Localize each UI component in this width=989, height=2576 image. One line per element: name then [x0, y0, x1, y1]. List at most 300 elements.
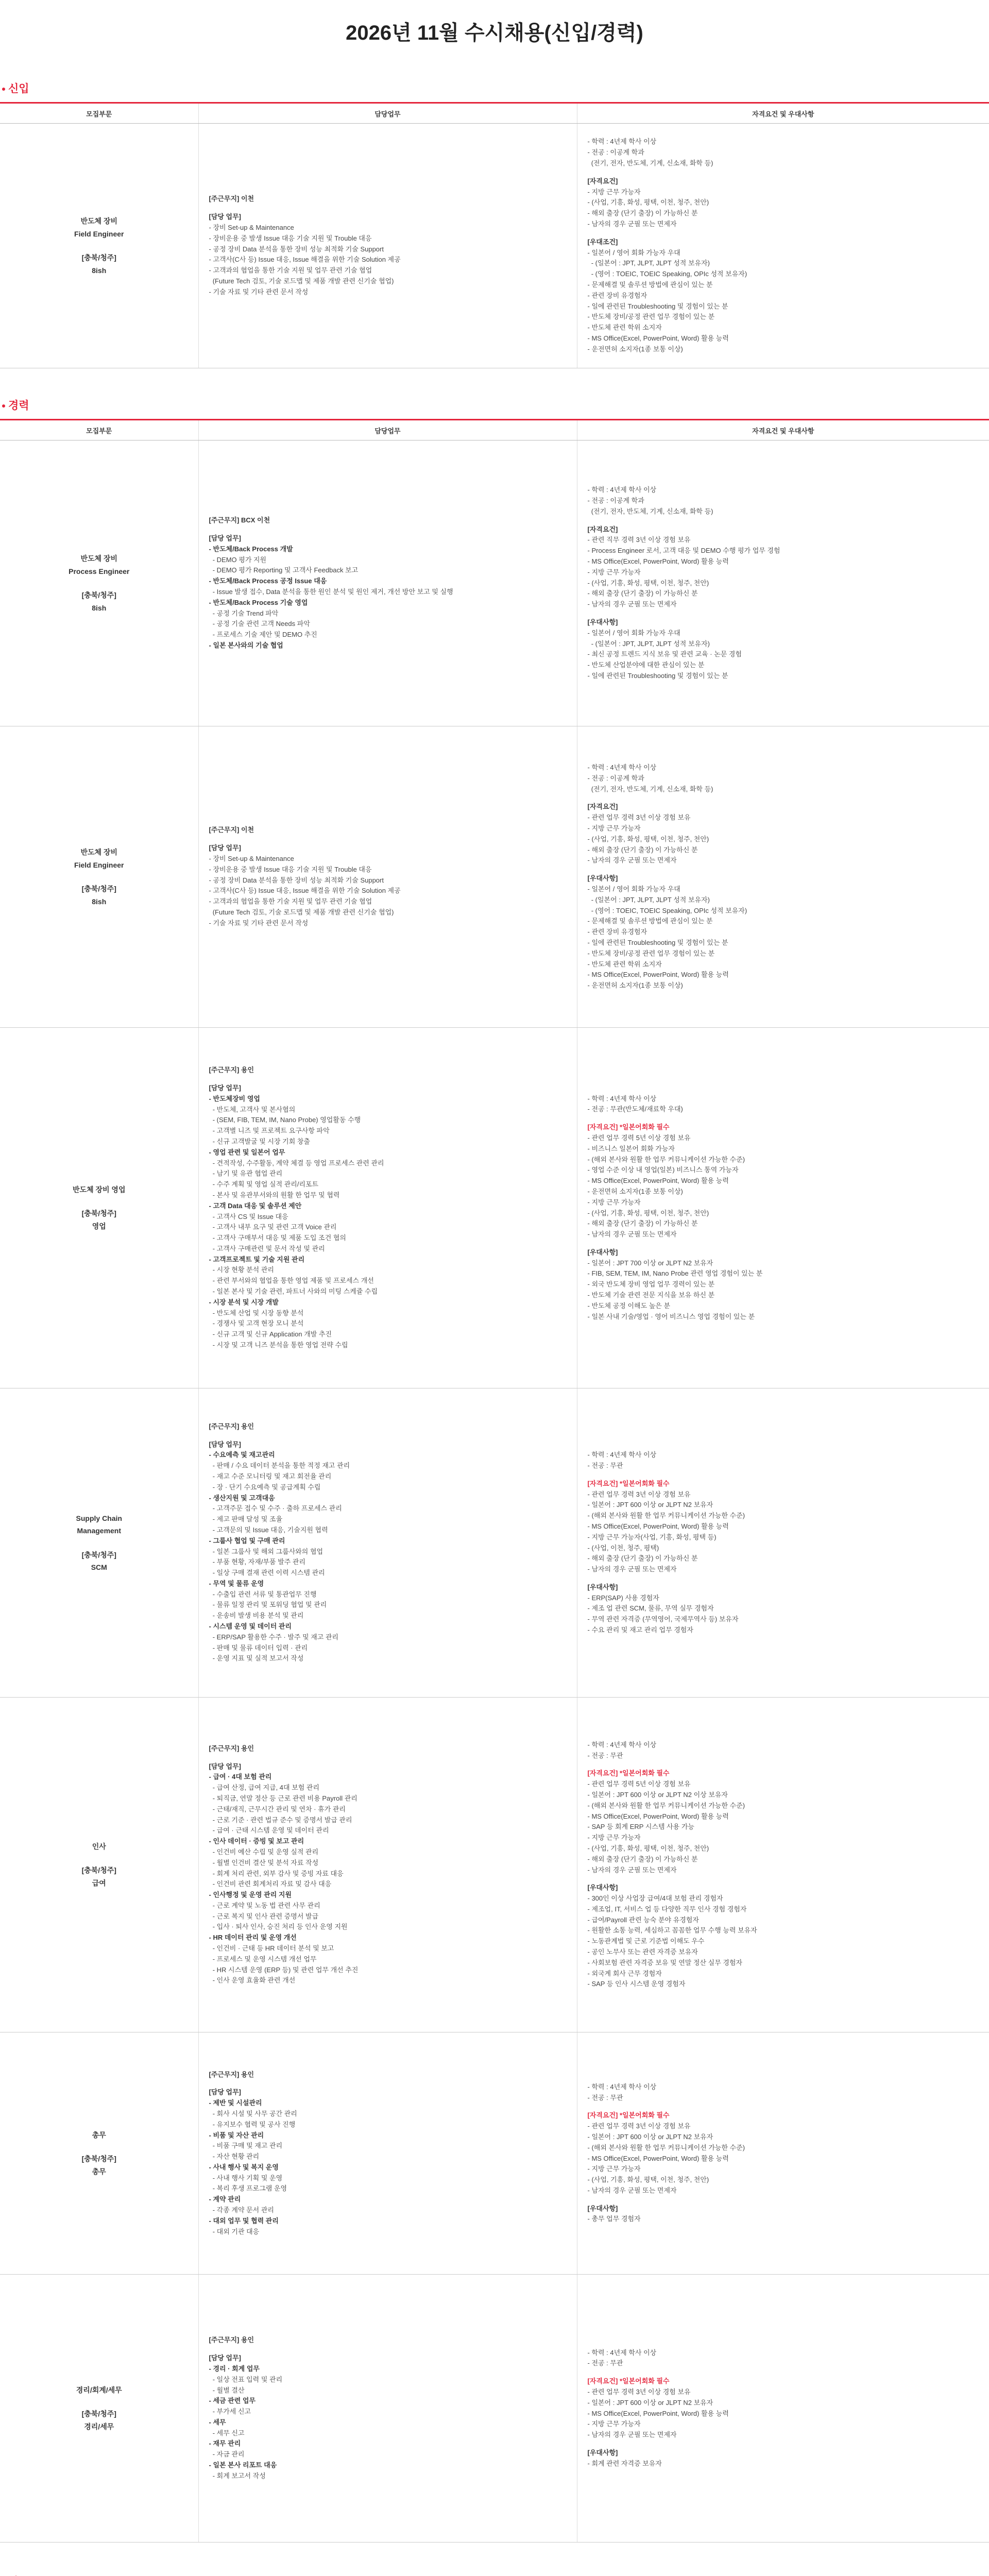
duty-line: - 고객사(C사 등) Issue 대응, Issue 해결을 위한 기술 Solution 제공 [209, 887, 401, 895]
duty-line: - 견적작성, 수주활동, 계약 체결 등 영업 프로세스 관련 관리 [209, 1159, 384, 1167]
duty-line: - 반도체 산업 및 시장 동향 분석 [209, 1309, 304, 1317]
dept-line: 인사 [92, 1842, 106, 1851]
duty-line: - 경리 · 회계 업무 [209, 2364, 260, 2372]
duty-line: - 장비 Set-up & Maintenance [209, 224, 294, 231]
requirement-line: - 남자의 경우 군필 또는 면제자 [587, 856, 677, 865]
duty-line: - 유지보수 협력 및 공사 진행 [209, 2120, 296, 2128]
spacer [588, 1875, 979, 1883]
requirement-line: - 해외 출장 (단기 출장) 이 가능하신 분 [587, 845, 698, 854]
job-row [0, 440, 989, 726]
duty-line: - 복리 후생 프로그램 운영 [209, 2184, 287, 2193]
dept-line [0, 871, 198, 883]
duty-line: - 고객 Data 대응 및 솔루션 제안 [209, 1201, 302, 1210]
dept-line: [충북/청주] [81, 2410, 116, 2418]
requirement-line: [자격요건] [587, 525, 618, 533]
duty-line: - 수출입 관련 서류 및 통관업무 진행 [209, 1590, 317, 1598]
spacer [209, 2080, 567, 2087]
job-dept-cell [0, 1028, 198, 1388]
spacer [588, 517, 979, 524]
duty-line: - 경쟁사 및 고객 현장 모니 분석 [209, 1319, 304, 1328]
duty-line: [주근무지] 용인 [209, 2336, 254, 2344]
requirement-line: - 반도체 공정 이해도 높은 분 [587, 1301, 671, 1310]
header-duty: 담당업무 [198, 103, 577, 124]
duty-line: - 장비운용 중 발생 Issue 대응 기술 지원 및 Trouble 대응 [209, 865, 372, 873]
requirement-line: - 학력 : 4년제 학사 이상 [587, 1094, 657, 1103]
duty-line: - 월별 인건비 결산 및 분석 자료 작성 [209, 1858, 319, 1867]
career-table [0, 419, 989, 2543]
duty-line: [주근무지] 용인 [209, 1422, 254, 1430]
job-duty-cell [198, 726, 577, 1028]
requirement-line: - 지방 근무 가능자 [587, 2420, 641, 2428]
dept-line: 반도체 장비 [80, 217, 117, 225]
requirement-line: - 학력 : 4년제 학사 이상 [587, 764, 657, 772]
duty-line: - 각종 계약 문서 관리 [209, 2206, 274, 2214]
job-row [0, 1698, 989, 2032]
requirement-line: - 남자의 경우 군필 또는 면제자 [587, 1565, 677, 1573]
header-req: 자격요건 및 우대사항 [577, 420, 989, 440]
duty-line: - 자금 관리 [209, 2450, 245, 2459]
requirement-line: - 학력 : 4년제 학사 이상 [587, 138, 657, 146]
requirement-line: - 총무 업무 경험자 [587, 2215, 641, 2223]
dept-line: [충북/청주] [81, 1209, 116, 1218]
duty-line: [담당 업무] [209, 534, 242, 543]
requirement-line: - 일본어 : JPT 600 이상 or JLPT N2 보유자 [587, 2132, 713, 2141]
job-row [0, 1028, 989, 1388]
dept-line: [충북/청주] [81, 1866, 116, 1875]
duty-line: - 관련 부서와의 협업을 통한 영업 제품 및 프로세스 개선 [209, 1277, 374, 1285]
requirement-line: - MS Office(Excel, PowerPoint, Word) 활용 능력 [587, 2409, 729, 2417]
requirement-line: - 반도체 기술 관련 전문 지식을 보유 하신 분 [587, 1291, 715, 1299]
requirement-line: - 외국계 회사 근무 경험자 [587, 1969, 662, 1977]
duty-line: - 고객과의 협업을 통한 기술 지원 및 업무 관련 기술 협업 [209, 897, 372, 906]
duty-line: - 일본 그룹사 및 해외 그룹사와의 협업 [209, 1547, 323, 1555]
duty-line: - 장 · 단기 수요예측 및 공급계획 수립 [209, 1483, 321, 1491]
duty-line: - DEMO 평가 지원 [209, 555, 267, 564]
dept-line: [충북/청주] [81, 2155, 116, 2163]
requirement-line: - 제조업, IT, 서비스 업 등 다양한 직무 인사 경험 경험자 [587, 1905, 747, 1913]
duty-line: - 반도체/Back Process 공정 Issue 대응 [209, 577, 327, 585]
requirement-line: - MS Office(Excel, PowerPoint, Word) 활용 능력 [587, 1812, 729, 1820]
dept-line: 반도체 장비 영업 [73, 1185, 126, 1194]
duty-line: - 공정 장비 Data 분석을 통한 장비 성능 최적화 기술 Support [209, 245, 384, 253]
requirement-line: [우대사항] [587, 2204, 618, 2212]
requirement-line: - 노동관계법 및 근로 기준법 이해도 우수 [587, 1937, 705, 1945]
duty-line: - 장비운용 중 발생 Issue 대응 기술 지원 및 Trouble 대응 [209, 234, 372, 242]
requirement-line: - 남자의 경우 군필 또는 면제자 [587, 220, 677, 228]
duty-line: - 일상 구매 결재 관련 이력 시스템 관리 [209, 1569, 325, 1577]
requirement-line: - (사업, 기흥, 화성, 평택, 이천, 청주, 천안) [587, 2176, 709, 2184]
requirement-line: - 일본어 : JPT 600 이상 or JLPT N2 보유자 [587, 2398, 713, 2406]
requirement-line: - 문제해결 및 솔루션 방법에 관심이 있는 분 [587, 280, 713, 289]
duty-line: - 인건비 예산 수립 및 운영 실적 관리 [209, 1848, 319, 1856]
requirement-line: - (사업, 기흥, 화성, 평택, 이천, 청주, 천안) [587, 835, 709, 843]
duty-line: - 세무 신고 [209, 2429, 245, 2437]
requirement-line: - 반도체 관련 학위 소지자 [587, 324, 662, 332]
duty-line: - 고객주문 접수 및 수주 · 출하 프로세스 관리 [209, 1504, 342, 1513]
duty-line: - 인건비 · 근태 등 HR 데이터 분석 및 보고 [209, 1944, 334, 1953]
duty-line: - 고객과의 협업을 통한 기술 지원 및 업무 관련 기술 협업 [209, 266, 372, 275]
duty-line: - 공정 기술 관련 고객 Needs 파악 [209, 620, 310, 628]
spacer [588, 2196, 979, 2204]
requirement-line: - MS Office(Excel, PowerPoint, Word) 활용 능력 [587, 1177, 729, 1185]
requirement-line: - 학력 : 4년제 학사 이상 [587, 1451, 657, 1459]
duty-line: [주근무지] 이천 [209, 195, 254, 203]
requirement-line: - 운전면허 소지자(1종 보통 이상) [587, 981, 683, 990]
spacer [588, 230, 979, 237]
requirement-line: - 일본어 / 영어 회화 가능자 우대 [587, 885, 680, 893]
duty-line: - 반도체장비 영업 [209, 1094, 260, 1103]
duty-line: - 자산 현황 관리 [209, 2153, 260, 2161]
requirement-line: - 관련 업무 경력 3년 이상 경험 보유 [587, 2122, 691, 2130]
requirement-line: - 관련 업무 경력 3년 이상 경험 보유 [587, 1490, 691, 1498]
duty-line: - 비품 구매 및 재고 관리 [209, 2142, 283, 2150]
requirement-line: - MS Office(Excel, PowerPoint, Word) 활용 능력 [587, 1522, 729, 1530]
requirement-line: - 급여/Payroll 관련 능숙 분야 유경험자 [587, 1916, 699, 1924]
duty-line: [주근무지] 용인 [209, 1066, 254, 1074]
requirement-line: - (영어 : TOEIC, TOEIC Speaking, OPIc 성적 보유자) [587, 906, 747, 914]
job-row [0, 726, 989, 1028]
requirement-line: - Process Engineer 로서, 고객 대응 및 DEMO 수행 평가 업무 경험 [587, 547, 780, 555]
duty-line: - 프로세스 및 운영 시스템 개선 업무 [209, 1955, 317, 1963]
requirement-line: - 관련 업무 경력 5년 이상 경험 보유 [587, 1133, 691, 1142]
job-requirement-cell [577, 1698, 989, 2032]
requirement-line: - 전공 : 무관 [587, 2359, 623, 2367]
requirement-line: [우대사항] [587, 1248, 618, 1256]
requirement-line: - 해외 출장 (단기 출장) 이 가능하신 분 [587, 1855, 698, 1863]
requirement-line: - (사업, 기흥, 화성, 평택, 이천, 청주, 천안) [587, 1844, 709, 1852]
duty-line: - DEMO 평가 Reporting 및 고객사 Feedback 보고 [209, 566, 359, 574]
job-dept-cell [0, 124, 198, 368]
requirement-line: - 수요 관리 및 재고 관리 업무 경험자 [587, 1626, 693, 1634]
spacer [209, 526, 567, 533]
duty-line: [담당 업무] [209, 2354, 242, 2362]
duty-line: - 사내 행사 기획 및 운영 [209, 2174, 283, 2182]
requirement-line: - 관련 장비 유경험자 [587, 291, 647, 299]
requirement-line: - 해외 출장 (단기 출장) 이 가능하신 분 [587, 1554, 698, 1563]
dept-line [0, 1537, 198, 1549]
duty-line: (Future Tech 검토, 기술 로드맵 및 제품 개발 관련 신기술 협업) [209, 277, 394, 285]
requirement-line: - 학력 : 4년제 학사 이상 [587, 2082, 657, 2091]
duty-line: - 고객프로젝트 및 기술 지원 관리 [209, 1255, 305, 1263]
section-heading-benefit [0, 2573, 989, 2576]
dept-line: 급여 [92, 1878, 106, 1887]
duty-line: - 인사 데이터 · 증빙 및 보고 관리 [209, 1837, 304, 1845]
duty-line: - 영업 관련 및 일본어 업무 [209, 1148, 285, 1156]
requirement-line: - 일본어 / 영어 회화 가능자 우대 [587, 248, 680, 257]
requirement-line: (전기, 전자, 반도체, 기계, 신소재, 화학 등) [587, 507, 713, 515]
requirement-line: - 일본어 / 영어 회화 가능자 우대 [587, 629, 680, 637]
duty-line: - 신규 고객발굴 및 시장 기회 창출 [209, 1137, 310, 1145]
job-requirement-cell [577, 124, 989, 368]
requirement-line: - 영업 수준 이상 내 영업(일본) 비즈니스 통역 가능자 [587, 1166, 739, 1174]
duty-line: - 회계 처리 관련, 외부 감사 및 증빙 자료 대응 [209, 1869, 344, 1877]
requirement-line: - 공인 노무사 또는 관련 자격증 보유자 [587, 1948, 698, 1956]
spacer [209, 836, 567, 843]
dept-line: 반도체 장비 [80, 848, 117, 856]
duty-line: - 근로 기준 · 관련 법규 준수 및 증명서 발급 관리 [209, 1816, 352, 1824]
requirement-line: - SAP 등 회계 ERP 시스템 사용 가능 [587, 1823, 694, 1831]
dept-line: 경리/세무 [84, 2422, 114, 2431]
requirement-line: - 문제해결 및 솔루션 방법에 관심이 있는 분 [587, 917, 713, 925]
duty-line: - 재고 수준 모니터링 및 재고 회전율 관리 [209, 1472, 332, 1480]
requirement-line: - 남자의 경우 군필 또는 면제자 [587, 2186, 677, 2194]
requirement-line: - 반도체 장비/공정 관련 업무 경험이 있는 분 [587, 313, 715, 321]
duty-line: - 인사행정 및 운영 관리 지원 [209, 1891, 292, 1899]
job-duty-cell [198, 124, 577, 368]
duty-line: - 회계 보고서 작성 [209, 2471, 266, 2480]
requirement-line: [우대사항] [587, 2448, 618, 2456]
job-duty-cell [198, 1698, 577, 2032]
dept-line: Field Engineer [74, 229, 124, 238]
duty-line: - 프로세스 기술 제안 및 DEMO 추진 [209, 631, 317, 639]
duty-line: - 급여 산정, 급여 지급, 4대 보험 관리 [209, 1784, 320, 1792]
job-requirement-cell [577, 1388, 989, 1698]
duty-line: - 고객사 내부 요구 및 관련 고객 Voice 관리 [209, 1223, 337, 1231]
requirement-line: [자격요건] *일본어회화 필수 [587, 2111, 670, 2120]
duty-line: - 운영 지표 및 실적 보고서 작성 [209, 1654, 304, 1663]
duty-line: - 제고 판매 달성 및 조율 [209, 1515, 283, 1523]
requirement-line: - 사회보험 관련 자격증 보유 및 연말 정산 실무 경험자 [587, 1958, 743, 1967]
bullet-dot-icon [2, 88, 5, 91]
duty-line: - 기술 자료 및 기타 관련 문서 작성 [209, 919, 309, 927]
header-duty: 담당업무 [198, 420, 577, 440]
duty-line: - 시장 및 고객 니즈 분석을 통한 영업 전략 수립 [209, 1341, 348, 1349]
requirement-line: - 관련 직무 경력 3년 이상 경험 보유 [587, 536, 691, 544]
requirement-line: - 지방 근무 가능자(사업, 기흥, 화성, 평택 등) [587, 1533, 717, 1541]
duty-line: - 시장 현황 분석 관리 [209, 1266, 274, 1274]
spacer [588, 1575, 979, 1582]
requirement-line: - 운전면허 소지자(1종 보통 이상) [587, 1187, 683, 1195]
duty-line: - 세무 [209, 2418, 226, 2426]
duty-line: - 부품 현황, 자재/부품 발주 관리 [209, 1558, 306, 1566]
requirement-line: - SAP 등 인사 시스템 운영 경험자 [587, 1980, 686, 1988]
duty-line: - 퇴직금, 연말 정산 등 근로 관련 비용 Payroll 관리 [209, 1794, 357, 1802]
requirement-line: - 해외 출장 (단기 출장) 이 가능하신 분 [587, 209, 698, 217]
duty-line: - 일본 본사와의 기술 협업 [209, 641, 283, 649]
duty-line: [담당 업무] [209, 1440, 242, 1448]
duty-line: - 근로 복지 및 인사 관련 증명서 발급 [209, 1912, 319, 1920]
requirement-line: (전기, 전자, 반도체, 기계, 신소재, 화학 등) [587, 785, 713, 793]
duty-line: - 제반 및 시설관리 [209, 2099, 262, 2107]
requirement-line: - 무역 관련 자격증 (무역영어, 국제무역사 등) 보유자 [587, 1615, 739, 1623]
requirement-line: - 학력 : 4년제 학사 이상 [587, 1740, 657, 1749]
duty-line: - 고객사 구매관련 및 문서 작성 및 관리 [209, 1244, 325, 1252]
duty-line: - 인건비 관련 회계처리 자료 및 감사 대응 [209, 1880, 332, 1888]
header-dept: 모집부문 [0, 103, 198, 124]
requirement-line: - 해외 출장 (단기 출장) 이 가능하신 분 [587, 1219, 698, 1228]
requirement-line: - 회계 관련 자격증 보유자 [587, 2459, 662, 2467]
job-duty-cell [198, 2275, 577, 2543]
duty-line: [담당 업무] [209, 1762, 242, 1770]
duty-line: - 일상 전표 입력 및 관리 [209, 2375, 283, 2383]
duty-line: - 운송비 발생 비용 분석 및 관리 [209, 1612, 304, 1620]
requirement-line: - 제조 업 관련 SCM, 물류, 무역 실무 경험자 [587, 1604, 714, 1613]
duty-line: [담당 업무] [209, 844, 242, 852]
duty-line: - HR 시스템 운영 (ERP 등) 및 관련 업무 개선 추진 [209, 1965, 359, 1974]
requirement-line: - 관련 장비 유경험자 [587, 928, 647, 936]
requirement-line: - (해외 본사와 원활 한 업무 커뮤니케이션 가능한 수준) [587, 2143, 745, 2151]
requirement-line: [자격요건] *일본어회화 필수 [587, 1479, 670, 1487]
requirement-line: - 해외 출장 (단기 출장) 이 가능하신 분 [587, 589, 698, 598]
requirement-line: [우대사항] [587, 1884, 618, 1892]
job-dept-cell [0, 2032, 198, 2275]
requirement-line: - 일에 관련된 Troubleshooting 및 경험이 있는 분 [587, 671, 728, 680]
requirement-line: - 남자의 경우 군필 또는 면제자 [587, 1866, 677, 1874]
requirement-line: - (일본어 : JPT, JLPT, JLPT 성적 보유자) [587, 639, 710, 648]
duty-line: - 남기 및 유관 협업 관리 [209, 1170, 283, 1178]
requirement-line: - 관련 업무 경력 3년 이상 경험 보유 [587, 814, 691, 822]
requirement-line: - 남자의 경우 군필 또는 면제자 [587, 600, 677, 608]
header-req: 자격요건 및 우대사항 [577, 103, 989, 124]
dept-line: 8ish [92, 266, 107, 275]
duty-line: - 입사 · 퇴사 인사, 승진 처리 등 인사 운영 지원 [209, 1923, 348, 1931]
duty-line: - 고객사 구매부서 대응 및 제품 도입 조건 협의 [209, 1234, 346, 1242]
job-row [0, 1388, 989, 1698]
dept-line: 영업 [92, 1222, 106, 1230]
job-row [0, 2275, 989, 2543]
dept-line: [충북/청주] [81, 1550, 116, 1559]
job-requirement-cell [577, 2275, 989, 2543]
requirement-line: - 반도체 산업분야에 대한 관심이 있는 분 [587, 661, 705, 669]
duty-line: - 장비 Set-up & Maintenance [209, 855, 294, 862]
dept-line: 경리/회계/세무 [76, 2385, 122, 2394]
duty-line: - 기술 자료 및 기타 관련 문서 작성 [209, 287, 309, 296]
dept-line [0, 578, 198, 589]
duty-line: - 대외 업무 및 협력 관리 [209, 2216, 279, 2225]
section-heading-career: 경력 [0, 397, 989, 413]
requirement-line: - 관련 업무 경력 5년 이상 경험 보유 [587, 1780, 691, 1788]
job-dept-cell [0, 2275, 198, 2543]
requirement-line: - (일본어 : JPT, JLPT, JLPT 성적 보유자) [587, 259, 710, 267]
dept-line: 총무 [92, 2130, 106, 2139]
dept-line: Process Engineer [69, 567, 130, 575]
requirement-line: - MS Office(Excel, PowerPoint, Word) 활용 능력 [587, 971, 729, 979]
requirement-line: - 학력 : 4년제 학사 이상 [587, 486, 657, 494]
requirement-line: - 반도체 관련 학위 소지자 [587, 960, 662, 968]
duty-line: - 물류 일정 관리 및 포워딩 협업 및 관리 [209, 1601, 327, 1609]
duty-line: - 부가세 신고 [209, 2408, 251, 2416]
duty-line: - HR 데이터 관리 및 운영 개선 [209, 1934, 297, 1942]
requirement-line: - MS Office(Excel, PowerPoint, Word) 활용 능력 [587, 557, 729, 565]
duty-line: - 시스템 운영 및 데이터 관리 [209, 1622, 292, 1631]
spacer [588, 866, 979, 873]
job-requirement-cell [577, 440, 989, 726]
requirement-line: - 비즈니스 일본어 회화 가능자 [587, 1144, 675, 1153]
duty-line: - 근태/재직, 근무시간 관리 및 연차 · 휴가 관리 [209, 1805, 346, 1813]
spacer [209, 1754, 567, 1761]
dept-line: [충북/청주] [81, 253, 116, 262]
duty-line: [담당 업무] [209, 2088, 242, 2096]
requirement-line: - 지방 근무 가능자 [587, 188, 641, 196]
requirement-line: - 전공 : 무관 [587, 1751, 623, 1759]
dept-line [0, 1853, 198, 1864]
requirement-line: - 300인 이상 사업장 급여/4대 보험 관리 경험자 [587, 1894, 723, 1903]
dept-line [0, 2396, 198, 2408]
duty-line: - 판매 / 수요 데이터 분석을 통한 적정 재고 관리 [209, 1462, 350, 1470]
requirement-line: - MS Office(Excel, PowerPoint, Word) 활용 능력 [587, 2154, 729, 2162]
requirement-line: [우대사항] [587, 618, 618, 626]
requirement-line: (전기, 전자, 반도체, 기계, 신소재, 화학 등) [587, 159, 713, 167]
duty-line: - 고객별 니즈 및 프로젝트 요구사항 파악 [209, 1127, 330, 1135]
duty-line: - 반도체/Back Process 기술 영업 [209, 598, 308, 606]
requirement-line: - 지방 근무 가능자 [587, 568, 641, 576]
job-row [0, 2032, 989, 2275]
spacer [588, 1471, 979, 1479]
duty-line: - 사내 행사 및 복지 운영 [209, 2163, 279, 2171]
dept-line: 반도체 장비 [80, 554, 117, 563]
job-duty-cell [198, 2032, 577, 2275]
duty-line: - 수요예측 및 재고관리 [209, 1451, 275, 1459]
duty-line: - 공정 기술 Trend 파악 [209, 609, 279, 617]
requirement-line: - 학력 : 4년제 학사 이상 [587, 2348, 657, 2357]
job-requirement-cell [577, 726, 989, 1028]
job-row [0, 124, 989, 368]
page-title: 2026년 11월 수시채용(신입/경력) [346, 22, 643, 44]
spacer [588, 1240, 979, 1247]
duty-line: - 재무 관리 [209, 2439, 241, 2448]
duty-line: [주근무지] 용인 [209, 2070, 254, 2078]
duty-line: - 근로 계약 및 노동 법 관련 사무 관리 [209, 1901, 320, 1909]
duty-line: [주근무지] BCX 이천 [209, 516, 270, 524]
requirement-line: - 일에 관련된 Troubleshooting 및 경험이 있는 분 [587, 938, 728, 946]
spacer [588, 1761, 979, 1768]
requirement-line: - 전공 : 이공계 학과 [587, 497, 644, 505]
requirement-line: - 전공 : 무관 [587, 2093, 623, 2102]
newbie-table [0, 102, 989, 368]
requirement-line: - (사업, 이천, 청주, 평택) [587, 1544, 659, 1552]
duty-line: - 시장 분석 및 시장 개발 [209, 1298, 279, 1306]
duty-line: [주근무지] 이천 [209, 826, 254, 834]
requirement-line: - 관련 업무 경력 3년 이상 경험 보유 [587, 2387, 691, 2396]
duty-line: - 판매 및 물류 데이터 입력 · 관리 [209, 1643, 308, 1652]
duty-line: (Future Tech 검토, 기술 로드맵 및 제품 개발 관련 신기술 협업) [209, 908, 394, 916]
requirement-line: - (일본어 : JPT, JLPT, JLPT 성적 보유자) [587, 895, 710, 904]
requirement-line: [우대조건] [587, 238, 618, 246]
duty-line: - 비품 및 자산 관리 [209, 2131, 264, 2139]
duty-line: - 무역 및 물류 운영 [209, 1579, 264, 1587]
requirement-line: - 운전면허 소지자(1종 보통 이상) [587, 345, 683, 353]
duty-line: - 계약 관리 [209, 2195, 241, 2204]
job-requirement-cell [577, 2032, 989, 2275]
requirement-line: - (사업, 기흥, 화성, 평택, 이천, 청주, 천안) [587, 1209, 709, 1217]
requirement-line: - 반도체 장비/공정 관련 업무 경험이 있는 분 [587, 949, 715, 957]
job-requirement-cell [577, 1028, 989, 1388]
dept-line: [충북/청주] [81, 591, 116, 599]
dept-line: 8ish [92, 897, 107, 906]
requirement-line: - (해외 본사와 원활 한 업무 커뮤니케이션 가능한 수준) [587, 1155, 745, 1163]
duty-line: - 월별 결산 [209, 2386, 245, 2394]
duty-line: - 신규 고객 및 신규 Application 개발 추진 [209, 1330, 332, 1338]
dept-line: [충북/청주] [81, 885, 116, 893]
requirement-line: - (사업, 기흥, 화성, 평택, 이천, 청주, 천안) [587, 579, 709, 587]
duty-line: - 고객사 CS 및 Issue 대응 [209, 1212, 288, 1221]
duty-line: - ERP/SAP 활용한 수주 · 발주 및 재고 관리 [209, 1633, 339, 1641]
job-dept-cell [0, 1698, 198, 2032]
job-dept-cell [0, 1388, 198, 1698]
duty-line: - 반도체, 고객사 및 본사협의 [209, 1105, 296, 1113]
header-dept: 모집부문 [0, 420, 198, 440]
duty-line: - 그룹사 협업 및 구매 관리 [209, 1536, 285, 1545]
duty-line: - 본사 및 유관부서와의 원활 한 업무 및 협력 [209, 1191, 340, 1199]
requirement-line: [우대사항] [587, 874, 618, 883]
duty-line: - 수주 계획 및 영업 실적 관리/리포트 [209, 1180, 319, 1189]
requirement-line: - ERP(SAP) 사용 경험자 [587, 1594, 659, 1602]
duty-line: - 일본 본사 및 기술 관련, 파트너 사와의 미팅 스케쥴 수립 [209, 1287, 378, 1296]
requirement-line: [자격요건] [587, 803, 618, 811]
requirement-line: - MS Office(Excel, PowerPoint, Word) 활용 능력 [587, 334, 729, 342]
duty-line: - (SEM, FIB, TEM, IM, Nano Probe) 영업활동 수행 [209, 1116, 361, 1124]
requirement-line: - 외국 반도체 장비 영업 업무 경력이 있는 분 [587, 1280, 715, 1289]
